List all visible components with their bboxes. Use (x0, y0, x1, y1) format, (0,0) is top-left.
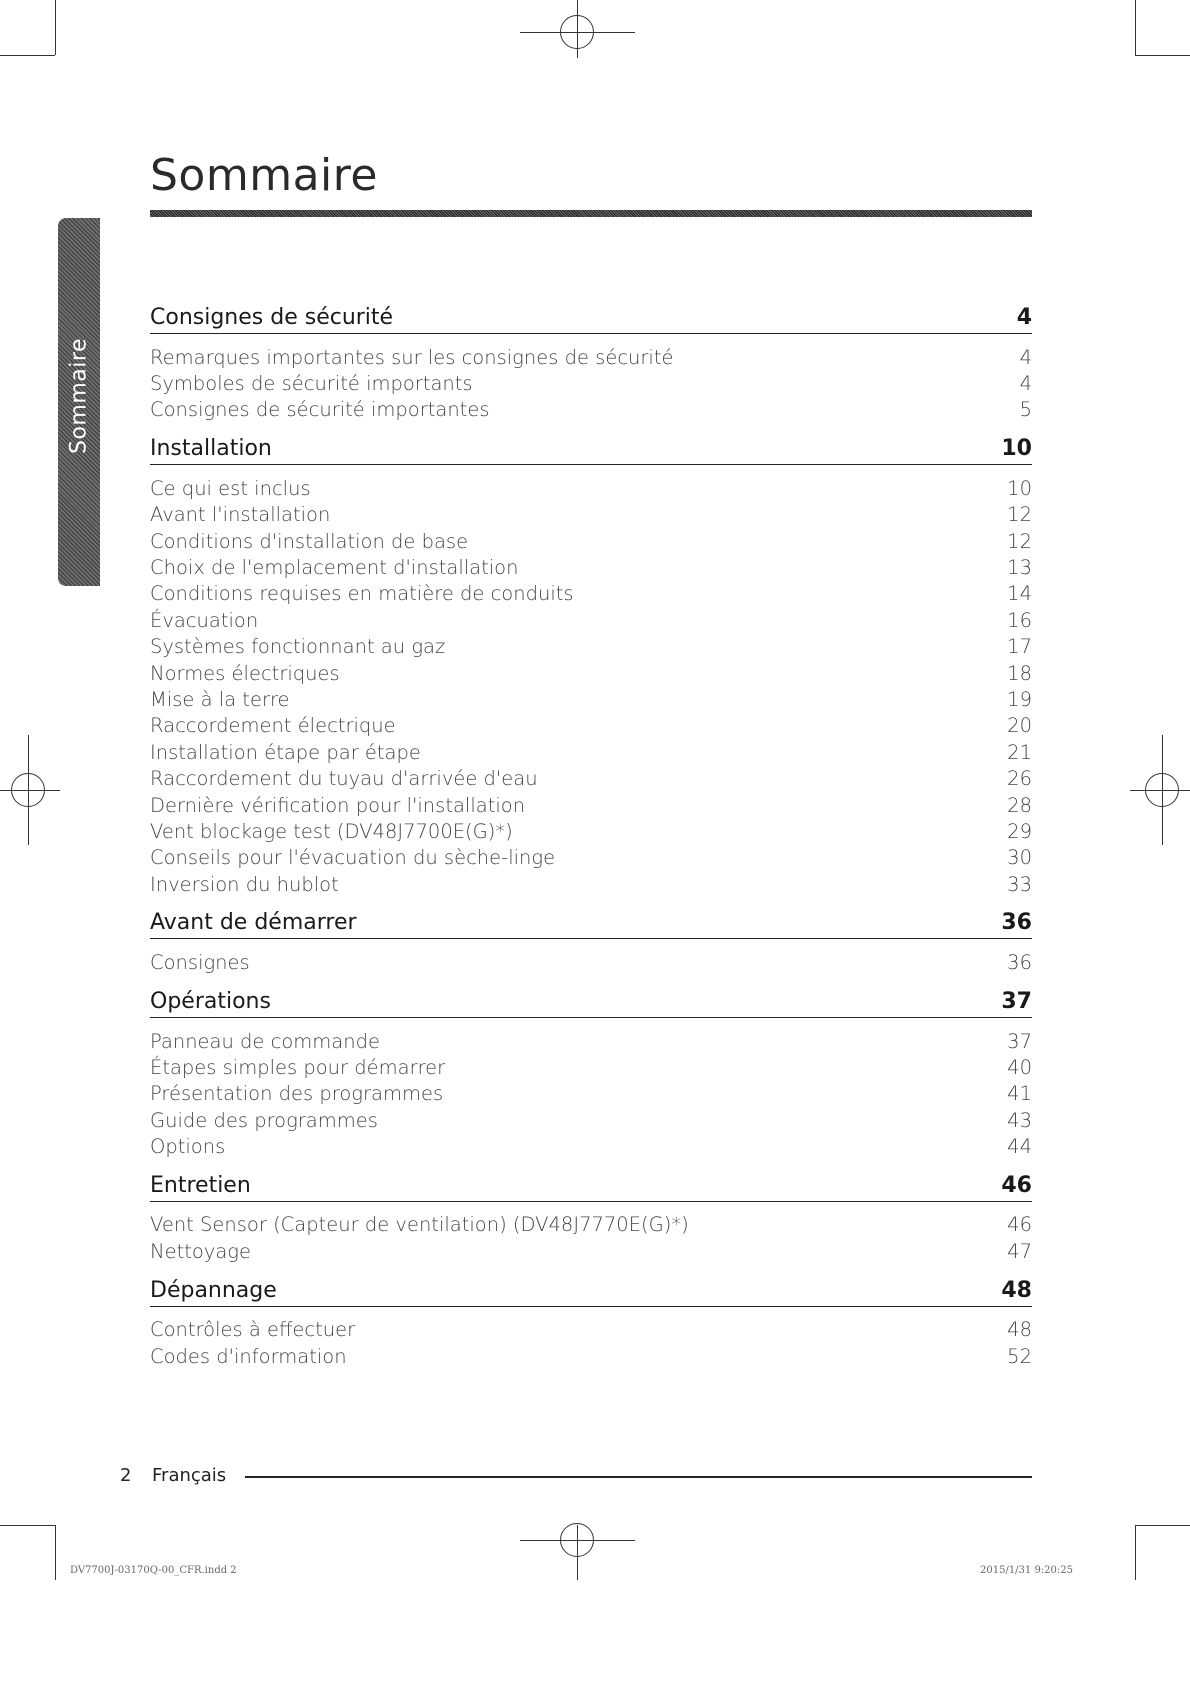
print-slug-file: DV7700J-03170Q-00_CFR.indd 2 (70, 1565, 237, 1576)
toc-item-list (150, 1018, 1032, 1160)
toc-item-page: 13 (1007, 556, 1032, 580)
toc-item-label: Présentation des programmes (150, 1082, 444, 1106)
toc-item-page: 48 (1007, 1318, 1032, 1342)
toc-section-title: Opérations (150, 988, 271, 1014)
toc-item[interactable] (150, 1317, 1032, 1343)
toc-item[interactable] (150, 765, 1032, 791)
toc-section-header[interactable] (150, 431, 1032, 465)
toc-item-label: Ce qui est inclus (150, 476, 311, 500)
page-number: 2 (120, 1465, 132, 1486)
toc-section (150, 1273, 1032, 1370)
toc-item-list (150, 939, 1032, 975)
toc-item[interactable] (150, 1133, 1032, 1159)
toc-item-label: Inversion du hublot (150, 872, 339, 896)
toc-item-list (150, 1202, 1032, 1265)
toc-item-list (150, 465, 1032, 897)
toc-item[interactable] (150, 581, 1032, 607)
toc-item-label: Vent blockage test (DV48J7700E(G)*) (150, 819, 513, 843)
toc-item-page: 30 (1007, 846, 1032, 870)
print-slug-date: 2015/1/31 9:20:25 (980, 1565, 1074, 1576)
toc-item-label: Raccordement du tuyau d'arrivée d'eau (150, 767, 538, 791)
toc-item-page: 40 (1007, 1055, 1032, 1079)
toc-item-label: Normes électriques (150, 661, 340, 685)
toc-item-label: Évacuation (150, 608, 259, 632)
toc-item-label: Symboles de sécurité importants (150, 372, 473, 396)
toc-item-page: 10 (1007, 476, 1032, 500)
toc-item-label: Codes d'information (150, 1344, 347, 1368)
toc-item-page: 29 (1007, 819, 1032, 843)
toc-section-title: Avant de démarrer (150, 910, 357, 936)
toc-item-page: 12 (1007, 503, 1032, 527)
toc-item-page: 18 (1007, 661, 1032, 685)
toc-item[interactable] (150, 845, 1032, 871)
toc-section-title: Consignes de sécurité (150, 305, 394, 330)
toc-item-label: Mise à la terre (150, 687, 290, 711)
toc-item-label: Guide des programmes (150, 1108, 378, 1132)
toc-item-page: 26 (1007, 767, 1032, 791)
toc-item[interactable] (150, 397, 1032, 423)
toc-item-label: Nettoyage (150, 1239, 251, 1263)
toc-item[interactable] (150, 949, 1032, 975)
toc-item-page: 16 (1007, 608, 1032, 632)
toc-item[interactable] (150, 634, 1032, 660)
toc-item[interactable] (150, 607, 1032, 633)
toc-item-label: Dernière vérification pour l'installation (150, 793, 526, 817)
page-footer (120, 1465, 1032, 1489)
toc-section-page: 36 (1001, 910, 1032, 936)
toc-item[interactable] (150, 686, 1032, 712)
toc-section-header[interactable] (150, 1273, 1032, 1307)
toc-item-page: 4 (1019, 372, 1032, 396)
toc-item-label: Consignes (150, 951, 250, 975)
toc-section-header[interactable] (150, 984, 1032, 1018)
toc-section-header[interactable] (150, 300, 1032, 334)
table-of-contents (150, 300, 1032, 1377)
toc-section-page: 10 (1001, 436, 1032, 462)
toc-item[interactable] (150, 739, 1032, 765)
toc-item-label: Systèmes fonctionnant au gaz (150, 635, 446, 659)
toc-item[interactable] (150, 1238, 1032, 1264)
toc-section-title: Dépannage (150, 1277, 277, 1303)
toc-item-page: 47 (1007, 1239, 1032, 1263)
toc-section (150, 984, 1032, 1160)
toc-item-page: 28 (1007, 793, 1032, 817)
toc-item-page: 37 (1007, 1029, 1032, 1053)
footer-rule (245, 1476, 1032, 1478)
toc-item[interactable] (150, 502, 1032, 528)
toc-item-label: Conditions requises en matière de conduits (150, 582, 574, 606)
toc-item[interactable] (150, 1054, 1032, 1080)
toc-section-page: 37 (1001, 988, 1032, 1014)
toc-item[interactable] (150, 528, 1032, 554)
toc-item[interactable] (150, 1212, 1032, 1238)
toc-item[interactable] (150, 370, 1032, 396)
toc-item[interactable] (150, 660, 1032, 686)
toc-item[interactable] (150, 475, 1032, 501)
toc-section-title: Entretien (150, 1172, 251, 1198)
toc-item[interactable] (150, 713, 1032, 739)
toc-section (150, 1168, 1032, 1265)
toc-item[interactable] (150, 871, 1032, 897)
toc-section-header[interactable] (150, 905, 1032, 939)
toc-item[interactable] (150, 1081, 1032, 1107)
toc-item-label: Remarques importantes sur les consignes de sécurité (150, 345, 674, 369)
toc-item-list (150, 1307, 1032, 1370)
title-rule (150, 210, 1032, 217)
toc-item-page: 14 (1007, 582, 1032, 606)
toc-item[interactable] (150, 792, 1032, 818)
toc-item-label: Avant l'installation (150, 503, 331, 527)
toc-item-page: 33 (1007, 872, 1032, 896)
toc-item-page: 5 (1019, 398, 1032, 422)
toc-item-label: Conditions d'installation de base (150, 529, 469, 553)
toc-item[interactable] (150, 554, 1032, 580)
toc-item-page: 46 (1007, 1213, 1032, 1237)
toc-item[interactable] (150, 1028, 1032, 1054)
toc-section-header[interactable] (150, 1168, 1032, 1202)
toc-item-page: 44 (1007, 1135, 1032, 1159)
toc-item-label: Raccordement électrique (150, 714, 396, 738)
toc-item-label: Contrôles à effectuer (150, 1318, 356, 1342)
toc-section (150, 431, 1032, 897)
toc-item-page: 36 (1007, 951, 1032, 975)
toc-item-label: Panneau de commande (150, 1029, 380, 1053)
toc-section-page: 48 (1001, 1277, 1032, 1303)
toc-item-label: Installation étape par étape (150, 740, 421, 764)
toc-item-page: 4 (1019, 345, 1032, 369)
footer-language: Français (152, 1465, 227, 1486)
toc-item-page: 41 (1007, 1082, 1032, 1106)
toc-section-title: Installation (150, 436, 272, 462)
toc-item-label: Options (150, 1135, 226, 1159)
toc-item[interactable] (150, 818, 1032, 844)
toc-item-label: Choix de l'emplacement d'installation (150, 556, 519, 580)
toc-section-page: 46 (1001, 1172, 1032, 1198)
toc-section (150, 300, 1032, 423)
toc-item-page: 17 (1007, 635, 1032, 659)
toc-item-page: 19 (1007, 687, 1032, 711)
side-tab-label: Sommaire (66, 338, 92, 454)
toc-item-list (150, 334, 1032, 423)
toc-item-page: 20 (1007, 714, 1032, 738)
toc-item-page: 21 (1007, 740, 1032, 764)
toc-item[interactable] (150, 1343, 1032, 1369)
toc-item[interactable] (150, 344, 1032, 370)
toc-item-label: Étapes simples pour démarrer (150, 1055, 446, 1079)
toc-item-label: Consignes de sécurité importantes (150, 398, 490, 422)
toc-item-label: Conseils pour l'évacuation du sèche-linge (150, 846, 556, 870)
toc-item-page: 43 (1007, 1108, 1032, 1132)
toc-item-page: 52 (1007, 1344, 1032, 1368)
page-title: Sommaire (150, 150, 378, 201)
toc-section-page: 4 (1016, 305, 1032, 330)
toc-section (150, 905, 1032, 975)
toc-item-label: Vent Sensor (Capteur de ventilation) (DV48J7770E(G)*) (150, 1213, 689, 1237)
toc-item-page: 12 (1007, 529, 1032, 553)
toc-item[interactable] (150, 1107, 1032, 1133)
